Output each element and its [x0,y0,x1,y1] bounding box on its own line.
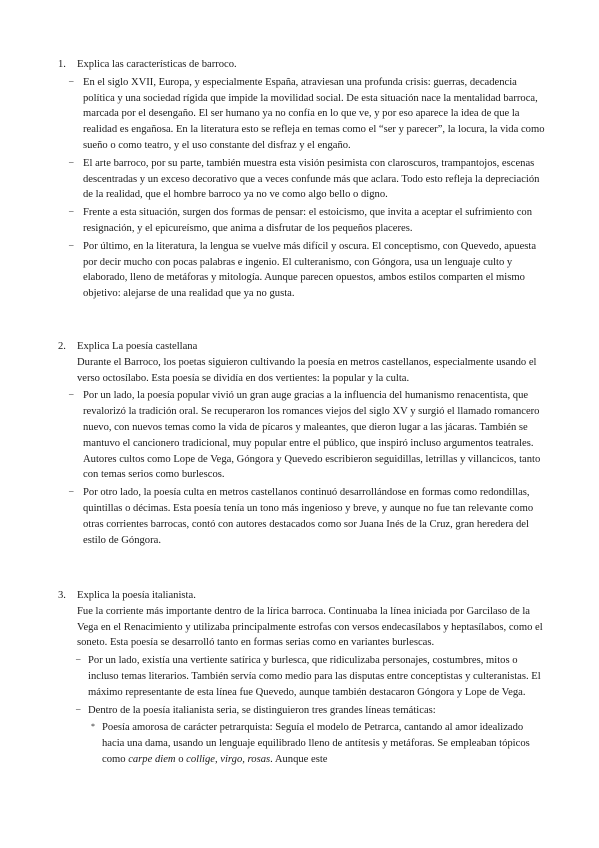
dash-marker: – [69,239,74,250]
topic-carpe-diem: carpe diem [128,753,176,765]
section-number: 1. [58,59,66,70]
section-number: 2. [58,341,66,352]
topic-collige-virgo-rosas: collige, virgo, rosas [186,753,271,765]
dash-marker: – [69,156,74,167]
bullet-item [58,156,548,203]
sub-bullet-text [102,720,548,767]
sub-bullet-text-end: . Aunque este [270,753,328,765]
bullet-item [58,205,548,237]
section-title [58,588,548,604]
section-intro: Durante el Barroco, los poetas siguieron cultivando la poesía en metros castellanos, especialmente usando el verso octosílabo. Esta poesía se dividía en dos vertientes: la popular y la culta. [77,356,537,384]
bullet-item [58,239,548,302]
dash-marker: – [69,75,74,86]
bullet-item [58,653,548,700]
dash-marker: – [69,486,74,497]
sub-bullet-text-mid: o [175,753,187,765]
section-title-text: Explica la poesía italianista. [77,590,196,601]
bullet-text: Por último, en la literatura, la lengua se vuelve más difícil y oscura. El conceptismo, con Quevedo, apuesta por decir mucho con pocas palabras e ingenio. El culteranismo, con Góngora, usa un lenguaje culto y elaborado, lleno de metáforas y mitología. Aunque parecen opuestos, ambos estilos comparten el mismo objetivo: alejarse de una realidad que ya no gusta. [83,240,537,300]
bullet-text: El arte barroco, por su parte, también muestra esta visión pesimista con claroscuros, trampantojos, escenas descentradas y un exceso decorativo que a veces confunde más que aclara. Todo esto refleja la depreciación de la realidad, que el hombre barroco ya no ve como algo bello o digno. [83,157,540,201]
sub-bullet-item [58,720,548,767]
bullet-text: Dentro de la poesía italianista seria, se distinguieron tres grandes líneas temáticas: [88,704,436,716]
bullet-item [58,388,548,483]
section-1 [58,57,548,302]
bullet-text: En el siglo XVII, Europa, y especialmente España, atraviesan una profunda crisis: guerras, decadencia política y una sociedad rígida que impide la movilidad social. De esta situación nace la mentalidad barroca, marcada por el desengaño. El ser humano ya no confía en lo que ve, y por eso aparece la idea de que la realidad es engañosa. En la literatura esto se refleja en temas como el “ser y parecer”, la locura, la vida como sueño o como teatro, y el uso constante del disfraz y el engaño. [83,76,545,151]
section-number: 3. [58,590,66,601]
section-3 [58,588,548,768]
bullet-item [58,703,548,719]
section-title [58,57,548,73]
bullet-text: Por un lado, la poesía popular vivió un gran auge gracias a la influencia del humanismo renacentista, que revalorizó la tradición oral. Se recuperaron los romances viejos del siglo XV y surgió el llamado romancero nuevo, con nuevos temas como la vida de pícaros y maleantes, que dieron lugar a las jácaras. También se mantuvo el cancionero tradicional, muy popular entre el público, que inspiró incluso argumentos teatrales. Autores cultos como Lope de Vega, Góngora y Quevedo escribieron seguidillas, letrillas y villancicos, tanto con temas serios como burlescos. [83,390,541,481]
dash-marker: – [69,389,74,400]
bullet-item [58,75,548,154]
section-title [58,339,548,355]
section-title-text: Explica La poesía castellana [77,341,198,352]
sub-bullet-text-start: Poesía amorosa de carácter petrarquista: Seguía el modelo de Petrarca, cantando al amor idealizado hacia una dama, usando un lenguaje equilibrado lleno de antítesis y metáforas. Se empleaban tópicos como [102,722,530,765]
bullet-text: Frente a esta situación, surgen dos formas de pensar: el estoicismo, que invita a aceptar el sufrimiento con resignación, y el epicureísmo, que anima a disfrutar de los pequeños placeres. [83,207,533,234]
star-marker: * [91,722,95,732]
section-title-text: Explica las características de barroco. [77,59,237,70]
section-2 [58,339,548,548]
dash-marker: – [69,206,74,217]
bullet-text: Por otro lado, la poesía culta en metros castellanos continuó desarrollándose en formas como redondillas, quintillas o décimas. Esta poesía tenía un tono más ingenioso y breve, y aunque no fue tan relevante como otras corrientes barrocas, contó con autores destacados como sor Juana Inés de la Cruz, gran heredera del estilo de Góngora. [83,487,534,546]
dash-marker: – [76,654,81,665]
section-intro: Fue la corriente más importante dentro de la lírica barroca. Continuaba la línea iniciada por Garcilaso de la Vega en el Renacimiento y utilizaba principalmente estrofas con versos endecasílabos y heptasílabos, como el soneto. Esta poesía se desarrolló tanto en formas serias como en variantes burlescas. [77,605,543,649]
bullet-text: Por un lado, existía una vertiente satírica y burlesca, que ridiculizaba personajes, costumbres, mitos o incluso temas literarios. También servía como medio para las disputas entre conceptistas y culteranistas. El máximo representante de esta línea fue Quevedo, aunque también destacaron Góngora y Lope de Vega. [88,655,541,698]
dash-marker: – [76,703,81,714]
bullet-item [58,485,548,548]
